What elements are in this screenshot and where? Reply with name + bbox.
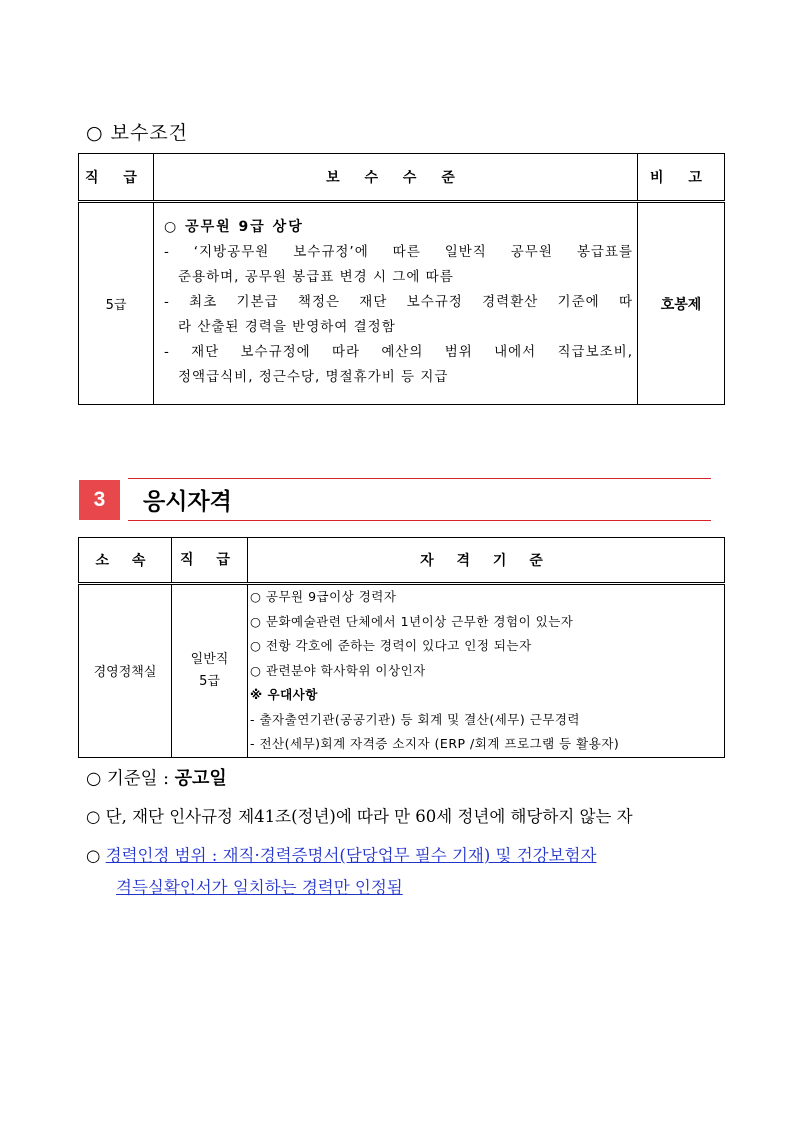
pay-level-title: ○ 공무원 9급 상당 (164, 219, 304, 235)
career-bullet: ○ (86, 846, 106, 865)
qual-criteria-cell (248, 584, 725, 758)
pay-line-3: - 최초 기본급 책정은 재단 보수규정 경력환산 기준에 따 (164, 294, 633, 310)
qual-header-grade: 직 급 (172, 538, 248, 584)
section-top-rule (128, 478, 711, 479)
qual-preference-heading: ※ 우대사항 (250, 687, 318, 702)
pay-grade-cell: 5급 (79, 202, 154, 405)
career-range-text-2: 격득실확인서가 일치하는 경력만 인정됨 (116, 878, 403, 897)
pay-line-4: 라 산출된 경력을 반영하여 결정함 (178, 319, 396, 335)
pay-level-cell (154, 202, 638, 405)
pay-note-cell: 호봉제 (638, 202, 725, 405)
qual-preference-1: - 출자출연기관(공공기관) 등 회계 및 결산(세무) 근무경력 (250, 711, 581, 727)
pay-line-6: 정액급식비, 정근수당, 명절휴가비 등 지급 (178, 369, 449, 385)
section-bottom-rule (128, 520, 711, 521)
base-date-line (86, 764, 227, 790)
qual-preference-2: - 전산(세무)회계 자격증 소지자 (ERP /회계 프로그램 등 활용자) (250, 736, 620, 751)
qual-grade-line-2: 5급 (199, 673, 220, 689)
qualification-table (78, 537, 725, 758)
base-date-label: ○ 기준일 : (86, 769, 175, 789)
section-header (79, 478, 711, 523)
pay-line-5: - 재단 보수규정에 따라 예산의 범위 내에서 직급보조비, (164, 344, 633, 360)
qual-dept-cell: 경영정책실 (79, 584, 172, 758)
qual-header-dept: 소 속 (79, 538, 172, 584)
section-title: 응시자격 (143, 489, 232, 515)
base-date-value: 공고일 (174, 768, 227, 789)
qual-item-4: ○ 관련분야 학사학위 이상인자 (250, 662, 426, 678)
pay-header-grade: 직 급 (79, 154, 154, 202)
career-range-text-1: 경력인정 범위 : 재직·경력증명서(담당업무 필수 기재) 및 건강보험자 (105, 846, 597, 865)
qual-item-1: ○ 공무원 9급이상 경력자 (250, 589, 397, 604)
career-line-1 (86, 842, 596, 866)
qual-grade-line-1: 일반직 (190, 651, 229, 667)
pay-conditions-heading: ○ 보수조건 (86, 122, 189, 144)
section-number-badge: 3 (79, 480, 120, 520)
pay-header-note: 비 고 (638, 154, 725, 202)
pay-line-1: - ‘지방공무원 보수규정’에 따른 일반직 공무원 봉급표를 (164, 244, 633, 260)
qual-item-2: ○ 문화예술관련 단체에서 1년이상 근무한 경험이 있는자 (250, 613, 574, 629)
retirement-line: ○ 단, 재단 인사규정 제41조(정년)에 따라 만 60세 정년에 해당하지 않는 자 (86, 807, 633, 826)
pay-header-level: 보 수 수 준 (154, 154, 638, 202)
pay-table (78, 153, 725, 405)
pay-line-2: 준용하며, 공무원 봉급표 변경 시 그에 따름 (178, 269, 454, 285)
career-line-2 (116, 874, 403, 898)
qual-item-3: ○ 전항 각호에 준하는 경력이 있다고 인정 되는자 (250, 638, 532, 653)
qual-grade-cell (172, 584, 248, 758)
qual-header-criteria: 자 격 기 준 (248, 538, 725, 584)
